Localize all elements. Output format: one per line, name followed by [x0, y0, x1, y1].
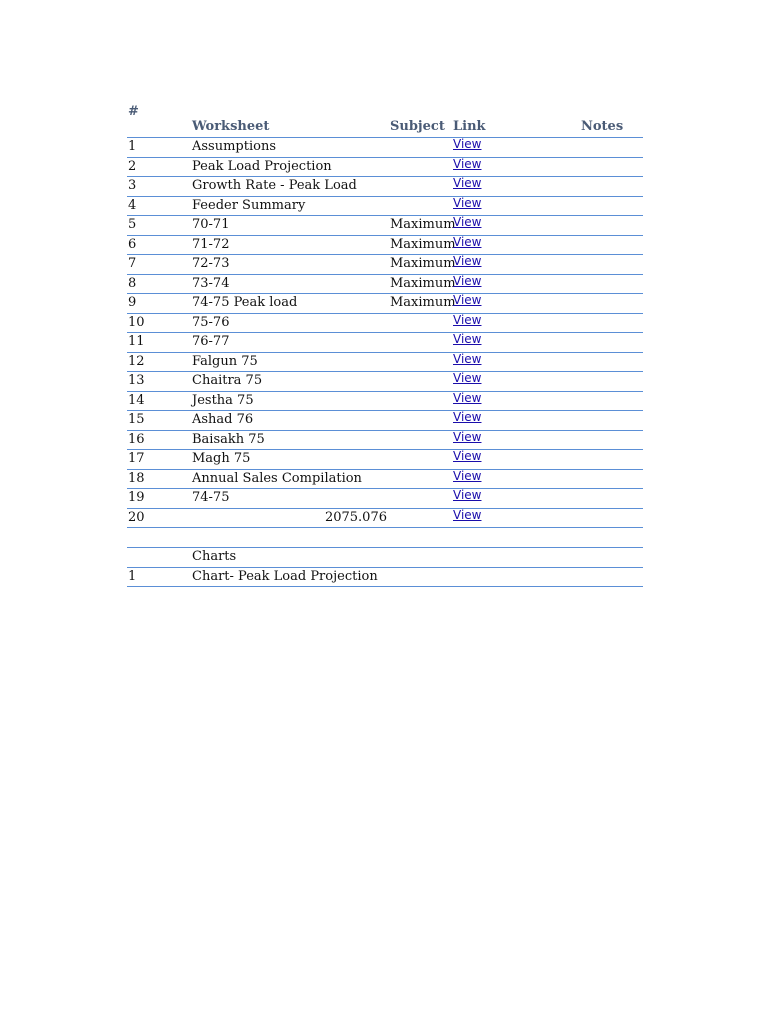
row-subject: Maximum [390, 295, 456, 310]
table-row [127, 275, 643, 295]
row-worksheet-name: Jestha 75 [192, 392, 254, 408]
table-row [127, 392, 643, 412]
table-row [127, 489, 643, 509]
row-worksheet-name: 72-73 [192, 256, 230, 271]
header-subject: Subject [390, 119, 445, 134]
view-link[interactable]: View [453, 371, 482, 385]
row-number: 7 [128, 256, 137, 271]
view-link[interactable]: View [453, 156, 482, 171]
row-worksheet-name: 74-75 Peak load [192, 295, 298, 310]
table-row [127, 372, 643, 392]
row-worksheet-name: Baisakh 75 [192, 431, 265, 447]
table-row [127, 197, 643, 217]
row-number: 2 [128, 158, 137, 174]
view-link[interactable]: View [453, 195, 482, 210]
charts-section-header [127, 548, 643, 568]
row-number: 19 [128, 490, 145, 505]
view-link[interactable]: View [453, 254, 482, 268]
table-row [127, 509, 643, 529]
view-link[interactable]: View [453, 429, 482, 444]
row-worksheet-name: Chaitra 75 [192, 373, 263, 388]
row-number: 17 [128, 451, 145, 466]
header-link: Link [453, 119, 486, 134]
table-row [127, 411, 643, 431]
row-subject: Maximum [390, 236, 456, 252]
row-subject: Maximum [390, 275, 456, 291]
table-row [127, 236, 643, 256]
row-worksheet-name: Ashad 76 [192, 412, 254, 427]
header-worksheet: Worksheet [192, 119, 270, 134]
view-link[interactable]: View [453, 312, 482, 327]
view-link[interactable]: View [453, 137, 482, 151]
row-worksheet-name: Growth Rate - Peak Load [192, 178, 357, 193]
view-link[interactable]: View [453, 215, 482, 229]
view-link[interactable]: View [453, 176, 482, 190]
row-number: 1 [128, 139, 137, 154]
table-row [127, 177, 643, 197]
row-number: 4 [128, 197, 137, 213]
row-number: 18 [128, 470, 145, 486]
row-worksheet-name: Peak Load Projection [192, 158, 332, 174]
view-link[interactable]: View [453, 410, 482, 424]
row-worksheet-name: Falgun 75 [192, 353, 258, 369]
row-number: 6 [128, 236, 137, 252]
table-row [127, 138, 643, 158]
row-worksheet-name: 75-76 [192, 314, 230, 330]
view-link[interactable]: View [453, 507, 482, 522]
view-link[interactable]: View [453, 488, 482, 502]
row-worksheet-name: Annual Sales Compilation [192, 470, 362, 486]
chart-rows [127, 568, 643, 588]
table-row [127, 216, 643, 236]
row-worksheet-name: 2075.076 [324, 509, 387, 525]
table-row [127, 353, 643, 373]
row-number: 13 [128, 373, 145, 388]
row-number: 16 [128, 431, 145, 447]
view-link[interactable]: View [453, 273, 482, 288]
row-worksheet-name: Magh 75 [192, 451, 251, 466]
worksheet-index-table [127, 100, 643, 587]
table-row [127, 450, 643, 470]
table-row [127, 431, 643, 451]
view-link[interactable]: View [453, 449, 482, 463]
row-subject: Maximum [390, 217, 456, 232]
table-row [127, 314, 643, 334]
row-number: 14 [128, 392, 145, 408]
table-row [127, 333, 643, 353]
row-number: 12 [128, 353, 145, 369]
row-number: 5 [128, 217, 137, 232]
header-number: # [128, 104, 139, 119]
table-row [127, 294, 643, 314]
row-worksheet-name: 73-74 [192, 275, 230, 291]
row-worksheet-name: 71-72 [192, 236, 230, 252]
row-number: 3 [128, 178, 137, 193]
table-row [127, 158, 643, 178]
row-number: 9 [128, 295, 137, 310]
table-row [127, 470, 643, 490]
section-spacer [127, 528, 643, 548]
chart-row [127, 568, 643, 588]
row-worksheet-name: 70-71 [192, 217, 230, 232]
row-worksheet-name: 74-75 [192, 490, 230, 505]
table-row [127, 255, 643, 275]
row-worksheet-name: Assumptions [192, 139, 277, 154]
view-link[interactable]: View [453, 293, 482, 307]
row-number: 8 [128, 275, 137, 291]
row-subject: Maximum [390, 256, 456, 271]
chart-row-number: 1 [128, 568, 137, 584]
view-link[interactable]: View [453, 332, 482, 346]
view-link[interactable]: View [453, 351, 482, 366]
header-notes: Notes [581, 119, 624, 134]
row-worksheet-name: Feeder Summary [192, 197, 306, 213]
view-link[interactable]: View [453, 468, 482, 483]
chart-row-name: Chart- Peak Load Projection [192, 568, 378, 584]
row-number: 15 [128, 412, 145, 427]
charts-label: Charts [192, 549, 237, 564]
row-number: 11 [128, 334, 145, 349]
worksheet-rows [127, 138, 643, 528]
row-number: 20 [128, 509, 145, 525]
view-link[interactable]: View [453, 234, 482, 249]
row-number: 10 [128, 314, 145, 330]
table-header [127, 100, 643, 138]
view-link[interactable]: View [453, 390, 482, 405]
row-worksheet-name: 76-77 [192, 334, 230, 349]
